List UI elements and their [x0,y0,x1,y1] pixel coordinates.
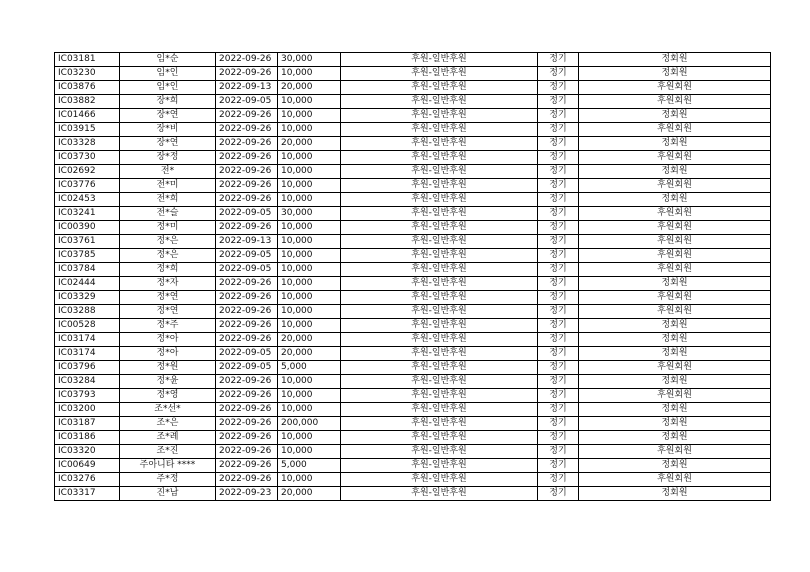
member-grade-cell: 정회원 [579,459,771,473]
donation-type-cell: 후원-일반후원 [341,305,538,319]
amount-cell: 5,000 [278,459,341,473]
payment-cycle-cell: 정기 [538,123,579,137]
donation-date-cell: 2022-09-26 [216,277,278,291]
amount-cell: 10,000 [278,375,341,389]
table-row [55,151,771,165]
member-grade-cell: 후원회원 [579,445,771,459]
donor-name-cell: 정*아 [120,333,216,347]
amount-cell: 10,000 [278,235,341,249]
table-row [55,487,771,501]
member-grade-cell: 정회원 [579,165,771,179]
payment-cycle-cell: 정기 [538,53,579,67]
donation-type-cell: 후원-일반후원 [341,193,538,207]
member-grade-cell: 정회원 [579,333,771,347]
donor-id-cell: IC03284 [55,375,120,389]
payment-cycle-cell: 정기 [538,459,579,473]
donation-date-cell: 2022-09-05 [216,249,278,263]
amount-cell: 10,000 [278,445,341,459]
donation-type-cell: 후원-일반후원 [341,249,538,263]
member-grade-cell: 정회원 [579,53,771,67]
payment-cycle-cell: 정기 [538,95,579,109]
amount-cell: 10,000 [278,221,341,235]
donor-id-cell: IC03785 [55,249,120,263]
donation-date-cell: 2022-09-26 [216,109,278,123]
table-row [55,123,771,137]
payment-cycle-cell: 정기 [538,263,579,277]
donor-name-cell: 조*선* [120,403,216,417]
member-grade-cell: 후원회원 [579,95,771,109]
donor-name-cell: 장*희 [120,95,216,109]
table-row [55,431,771,445]
donation-type-cell: 후원-일반후원 [341,81,538,95]
donor-id-cell: IC02444 [55,277,120,291]
payment-cycle-cell: 정기 [538,277,579,291]
donation-type-cell: 후원-일반후원 [341,473,538,487]
member-grade-cell: 후원회원 [579,361,771,375]
donor-id-cell: IC03776 [55,179,120,193]
donor-id-cell: IC01466 [55,109,120,123]
table-row [55,277,771,291]
donation-type-cell: 후원-일반후원 [341,445,538,459]
payment-cycle-cell: 정기 [538,249,579,263]
donation-type-cell: 후원-일반후원 [341,319,538,333]
donor-name-cell: 조*진 [120,445,216,459]
donation-date-cell: 2022-09-26 [216,389,278,403]
donation-date-cell: 2022-09-26 [216,137,278,151]
table-row [55,95,771,109]
donor-name-cell: 전*미 [120,179,216,193]
payment-cycle-cell: 정기 [538,431,579,445]
table-row [55,417,771,431]
member-grade-cell: 정회원 [579,109,771,123]
donor-id-cell: IC03181 [55,53,120,67]
donor-id-cell: IC00390 [55,221,120,235]
payment-cycle-cell: 정기 [538,165,579,179]
donation-date-cell: 2022-09-26 [216,123,278,137]
donation-date-cell: 2022-09-26 [216,67,278,81]
payment-cycle-cell: 정기 [538,487,579,501]
amount-cell: 10,000 [278,95,341,109]
amount-cell: 10,000 [278,403,341,417]
amount-cell: 30,000 [278,207,341,221]
amount-cell: 5,000 [278,361,341,375]
donor-name-cell: 진*남 [120,487,216,501]
table-row [55,249,771,263]
donation-date-cell: 2022-09-05 [216,95,278,109]
donation-type-cell: 후원-일반후원 [341,431,538,445]
payment-cycle-cell: 정기 [538,473,579,487]
member-grade-cell: 후원회원 [579,221,771,235]
donor-id-cell: IC03276 [55,473,120,487]
table-row [55,305,771,319]
amount-cell: 10,000 [278,151,341,165]
member-grade-cell: 정회원 [579,137,771,151]
donation-date-cell: 2022-09-26 [216,403,278,417]
table-row [55,81,771,95]
donor-name-cell: 정*윤 [120,375,216,389]
table-row [55,235,771,249]
table-row [55,333,771,347]
donation-date-cell: 2022-09-26 [216,221,278,235]
payment-cycle-cell: 정기 [538,417,579,431]
amount-cell: 10,000 [278,179,341,193]
donor-name-cell: 정*연 [120,305,216,319]
donation-date-cell: 2022-09-26 [216,431,278,445]
donor-name-cell: 정*은 [120,235,216,249]
amount-cell: 10,000 [278,67,341,81]
payment-cycle-cell: 정기 [538,403,579,417]
donation-date-cell: 2022-09-26 [216,319,278,333]
donation-type-cell: 후원-일반후원 [341,123,538,137]
payment-cycle-cell: 정기 [538,207,579,221]
member-grade-cell: 후원회원 [579,305,771,319]
donor-name-cell: 장*연 [120,137,216,151]
donation-type-cell: 후원-일반후원 [341,109,538,123]
member-grade-cell: 후원회원 [579,179,771,193]
payment-cycle-cell: 정기 [538,333,579,347]
payment-cycle-cell: 정기 [538,179,579,193]
donor-id-cell: IC03793 [55,389,120,403]
donor-id-cell: IC03241 [55,207,120,221]
member-grade-cell: 정회원 [579,193,771,207]
donor-id-cell: IC02692 [55,165,120,179]
member-grade-cell: 정회원 [579,417,771,431]
amount-cell: 10,000 [278,319,341,333]
member-grade-cell: 후원회원 [579,473,771,487]
amount-cell: 10,000 [278,431,341,445]
donor-name-cell: 조*례 [120,431,216,445]
donation-date-cell: 2022-09-26 [216,53,278,67]
donor-id-cell: IC03200 [55,403,120,417]
donor-name-cell: 정*희 [120,263,216,277]
payment-cycle-cell: 정기 [538,151,579,165]
payment-cycle-cell: 정기 [538,445,579,459]
donation-type-cell: 후원-일반후원 [341,417,538,431]
donor-id-cell: IC03882 [55,95,120,109]
member-grade-cell: 후원회원 [579,81,771,95]
donation-type-cell: 후원-일반후원 [341,165,538,179]
donation-date-cell: 2022-09-05 [216,263,278,277]
donation-date-cell: 2022-09-05 [216,207,278,221]
table-row [55,207,771,221]
donation-date-cell: 2022-09-26 [216,193,278,207]
donor-name-cell: 임*인 [120,81,216,95]
amount-cell: 30,000 [278,53,341,67]
table-row [55,165,771,179]
donation-type-cell: 후원-일반후원 [341,151,538,165]
amount-cell: 10,000 [278,249,341,263]
donation-date-cell: 2022-09-26 [216,151,278,165]
donation-type-cell: 후원-일반후원 [341,221,538,235]
donor-name-cell: 전*슬 [120,207,216,221]
member-grade-cell: 후원회원 [579,249,771,263]
donor-name-cell: 정*연 [120,291,216,305]
amount-cell: 20,000 [278,81,341,95]
donation-table [54,52,771,501]
donation-date-cell: 2022-09-26 [216,165,278,179]
table-row [55,53,771,67]
donation-date-cell: 2022-09-26 [216,305,278,319]
donor-name-cell: 장*연 [120,109,216,123]
amount-cell: 10,000 [278,165,341,179]
amount-cell: 10,000 [278,193,341,207]
donor-name-cell: 정*미 [120,221,216,235]
donor-id-cell: IC03915 [55,123,120,137]
donation-type-cell: 후원-일반후원 [341,389,538,403]
donation-date-cell: 2022-09-13 [216,235,278,249]
donation-type-cell: 후원-일반후원 [341,459,538,473]
member-grade-cell: 정회원 [579,431,771,445]
table-row [55,137,771,151]
donation-date-cell: 2022-09-26 [216,333,278,347]
donor-name-cell: 정*원 [120,361,216,375]
donation-type-cell: 후원-일반후원 [341,333,538,347]
member-grade-cell: 정회원 [579,487,771,501]
member-grade-cell: 후원회원 [579,291,771,305]
amount-cell: 10,000 [278,123,341,137]
donor-id-cell: IC03320 [55,445,120,459]
donor-name-cell: 주아니타 **** [120,459,216,473]
donor-id-cell: IC03730 [55,151,120,165]
member-grade-cell: 정회원 [579,375,771,389]
member-grade-cell: 후원회원 [579,207,771,221]
donation-date-cell: 2022-09-26 [216,291,278,305]
donor-name-cell: 주*정 [120,473,216,487]
donation-type-cell: 후원-일반후원 [341,277,538,291]
donation-type-cell: 후원-일반후원 [341,403,538,417]
member-grade-cell: 후원회원 [579,235,771,249]
amount-cell: 10,000 [278,109,341,123]
table-row [55,375,771,389]
donor-name-cell: 정*아 [120,347,216,361]
table-row [55,459,771,473]
member-grade-cell: 정회원 [579,347,771,361]
payment-cycle-cell: 정기 [538,291,579,305]
donation-type-cell: 후원-일반후원 [341,95,538,109]
member-grade-cell: 정회원 [579,67,771,81]
donation-date-cell: 2022-09-26 [216,445,278,459]
donation-type-cell: 후원-일반후원 [341,487,538,501]
donor-name-cell: 정*은 [120,249,216,263]
donor-name-cell: 장*정 [120,151,216,165]
table-row [55,389,771,403]
donation-type-cell: 후원-일반후원 [341,67,538,81]
member-grade-cell: 정회원 [579,319,771,333]
amount-cell: 10,000 [278,389,341,403]
table-row [55,221,771,235]
donation-date-cell: 2022-09-26 [216,375,278,389]
donor-id-cell: IC03876 [55,81,120,95]
donor-name-cell: 전*희 [120,193,216,207]
donor-name-cell: 임*인 [120,67,216,81]
member-grade-cell: 후원회원 [579,151,771,165]
amount-cell: 10,000 [278,277,341,291]
amount-cell: 20,000 [278,137,341,151]
donor-id-cell: IC03230 [55,67,120,81]
donor-name-cell: 정*주 [120,319,216,333]
donor-name-cell: 정*영 [120,389,216,403]
payment-cycle-cell: 정기 [538,137,579,151]
donation-type-cell: 후원-일반후원 [341,375,538,389]
donation-date-cell: 2022-09-05 [216,361,278,375]
amount-cell: 20,000 [278,487,341,501]
table-row [55,445,771,459]
payment-cycle-cell: 정기 [538,361,579,375]
payment-cycle-cell: 정기 [538,235,579,249]
payment-cycle-cell: 정기 [538,193,579,207]
donor-id-cell: IC03187 [55,417,120,431]
donor-id-cell: IC03329 [55,291,120,305]
member-grade-cell: 후원회원 [579,263,771,277]
table-row [55,473,771,487]
member-grade-cell: 정회원 [579,277,771,291]
amount-cell: 10,000 [278,473,341,487]
payment-cycle-cell: 정기 [538,319,579,333]
donation-date-cell: 2022-09-26 [216,459,278,473]
donation-type-cell: 후원-일반후원 [341,179,538,193]
table-row [55,263,771,277]
amount-cell: 10,000 [278,291,341,305]
table-row [55,403,771,417]
donor-name-cell: 정*자 [120,277,216,291]
member-grade-cell: 후원회원 [579,389,771,403]
donation-type-cell: 후원-일반후원 [341,291,538,305]
donor-id-cell: IC03288 [55,305,120,319]
amount-cell: 20,000 [278,333,341,347]
donor-id-cell: IC03796 [55,361,120,375]
donation-type-cell: 후원-일반후원 [341,207,538,221]
table-row [55,179,771,193]
payment-cycle-cell: 정기 [538,109,579,123]
donor-id-cell: IC03174 [55,347,120,361]
payment-cycle-cell: 정기 [538,389,579,403]
donation-type-cell: 후원-일반후원 [341,137,538,151]
donation-date-cell: 2022-09-26 [216,473,278,487]
donor-id-cell: IC03186 [55,431,120,445]
table-row [55,193,771,207]
member-grade-cell: 정회원 [579,403,771,417]
donor-name-cell: 장*비 [120,123,216,137]
donation-date-cell: 2022-09-26 [216,179,278,193]
member-grade-cell: 후원회원 [579,123,771,137]
payment-cycle-cell: 정기 [538,221,579,235]
donor-id-cell: IC02453 [55,193,120,207]
donation-type-cell: 후원-일반후원 [341,263,538,277]
donor-id-cell: IC03174 [55,333,120,347]
donation-date-cell: 2022-09-05 [216,347,278,361]
table-row [55,361,771,375]
donation-type-cell: 후원-일반후원 [341,235,538,249]
donor-id-cell: IC03328 [55,137,120,151]
donor-id-cell: IC03317 [55,487,120,501]
table-row [55,67,771,81]
table-row [55,319,771,333]
donation-date-cell: 2022-09-13 [216,81,278,95]
donor-id-cell: IC00528 [55,319,120,333]
amount-cell: 20,000 [278,347,341,361]
donation-date-cell: 2022-09-23 [216,487,278,501]
payment-cycle-cell: 정기 [538,81,579,95]
amount-cell: 200,000 [278,417,341,431]
payment-cycle-cell: 정기 [538,67,579,81]
donation-type-cell: 후원-일반후원 [341,347,538,361]
donor-name-cell: 임*순 [120,53,216,67]
payment-cycle-cell: 정기 [538,347,579,361]
donor-name-cell: 전* [120,165,216,179]
donor-id-cell: IC03784 [55,263,120,277]
table-row [55,347,771,361]
donation-type-cell: 후원-일반후원 [341,361,538,375]
table-row [55,109,771,123]
payment-cycle-cell: 정기 [538,375,579,389]
donation-type-cell: 후원-일반후원 [341,53,538,67]
amount-cell: 10,000 [278,305,341,319]
donation-date-cell: 2022-09-26 [216,417,278,431]
amount-cell: 10,000 [278,263,341,277]
table-row [55,291,771,305]
donor-id-cell: IC03761 [55,235,120,249]
donor-id-cell: IC00649 [55,459,120,473]
donor-name-cell: 조*은 [120,417,216,431]
payment-cycle-cell: 정기 [538,305,579,319]
